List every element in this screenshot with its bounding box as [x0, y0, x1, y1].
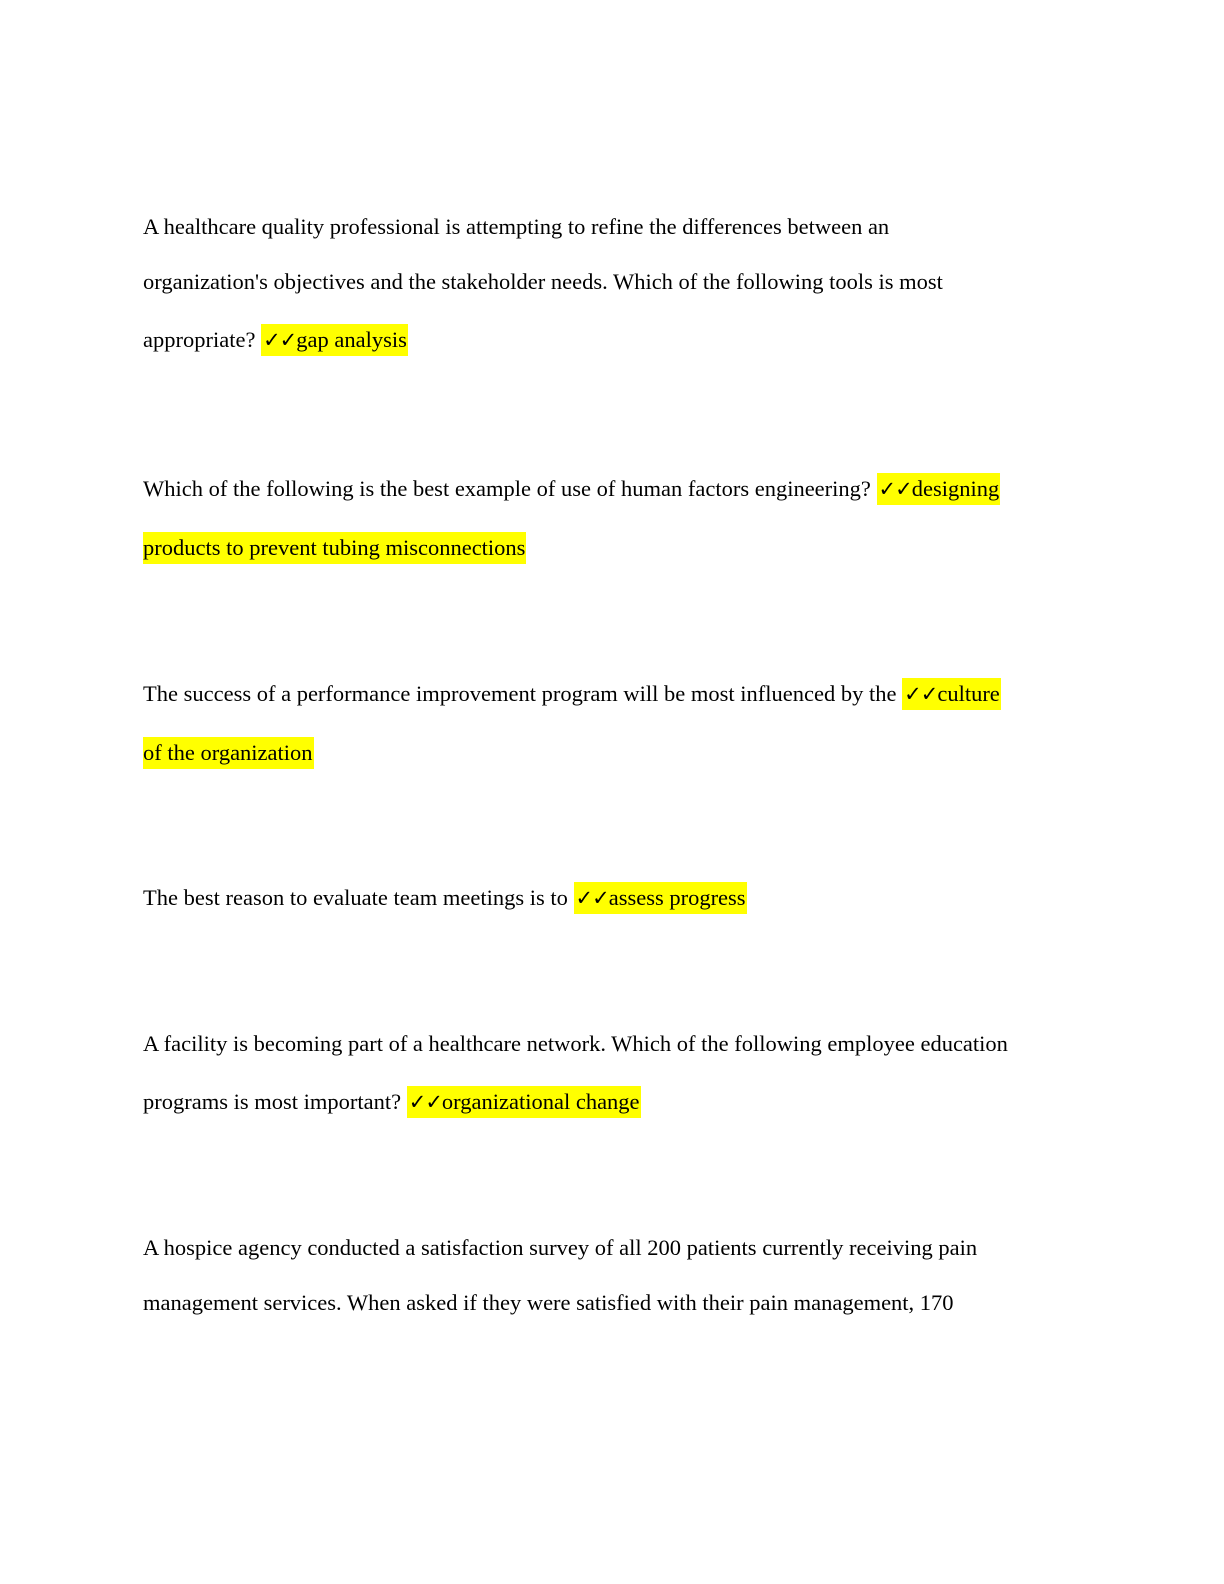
answer-3-text-2: of the organization	[143, 740, 313, 765]
double-check-icon: ✓✓	[408, 1090, 442, 1114]
question-4-text-1: The best reason to evaluate team meetings is to	[143, 885, 574, 910]
answer-3-highlight-2	[143, 737, 314, 769]
question-2-text-1: Which of the following is the best example of use of human factors engineering?	[143, 476, 877, 501]
question-3-line-2	[143, 737, 314, 769]
double-check-icon: ✓✓	[904, 682, 938, 706]
question-1-text-2: organization's objectives and the stakeholder needs. Which of the following tools is most	[143, 269, 943, 294]
question-1-text-3: appropriate?	[143, 327, 262, 352]
double-check-icon: ✓✓	[575, 886, 609, 910]
question-2-line-2	[143, 532, 526, 564]
question-5-text-1: A facility is becoming part of a healthcare network. Which of the following employee education	[143, 1031, 1008, 1056]
question-1-line-1	[143, 211, 889, 243]
question-1-line-2	[143, 266, 943, 298]
question-6-line-1	[143, 1232, 977, 1264]
question-3-line-1	[143, 678, 1001, 710]
answer-2-highlight-2	[143, 532, 526, 564]
question-5-line-2	[143, 1086, 641, 1118]
question-6-text-2: management services. When asked if they were satisfied with their pain management, 170	[143, 1290, 954, 1315]
question-6-line-2	[143, 1287, 954, 1319]
answer-5-highlight	[407, 1086, 641, 1118]
question-2-line-1	[143, 473, 1000, 505]
question-5-line-1	[143, 1028, 1008, 1060]
answer-5-text: organizational change	[441, 1089, 640, 1114]
answer-4-highlight	[574, 882, 747, 914]
question-1-line-3	[143, 324, 408, 356]
answer-3-highlight-1	[902, 678, 1001, 710]
question-3-text-1: The success of a performance improvement program will be most influenced by the	[143, 681, 903, 706]
answer-2-text-1: designing	[911, 476, 1000, 501]
answer-1-highlight	[261, 324, 408, 356]
question-1-text-1: A healthcare quality professional is attempting to refine the differences between an	[143, 214, 890, 239]
answer-1-text: gap analysis	[296, 327, 407, 352]
question-6-text-1: A hospice agency conducted a satisfaction survey of all 200 patients currently receiving pain	[143, 1235, 978, 1260]
double-check-icon: ✓✓	[878, 477, 912, 501]
double-check-icon: ✓✓	[263, 328, 297, 352]
question-5-text-2: programs is most important?	[143, 1089, 407, 1114]
answer-2-highlight-1	[877, 473, 1001, 505]
answer-3-text-1: culture	[937, 681, 1000, 706]
question-4-line-1	[143, 882, 747, 914]
answer-4-text: assess progress	[608, 885, 746, 910]
answer-2-text-2: products to prevent tubing misconnections	[143, 535, 526, 560]
